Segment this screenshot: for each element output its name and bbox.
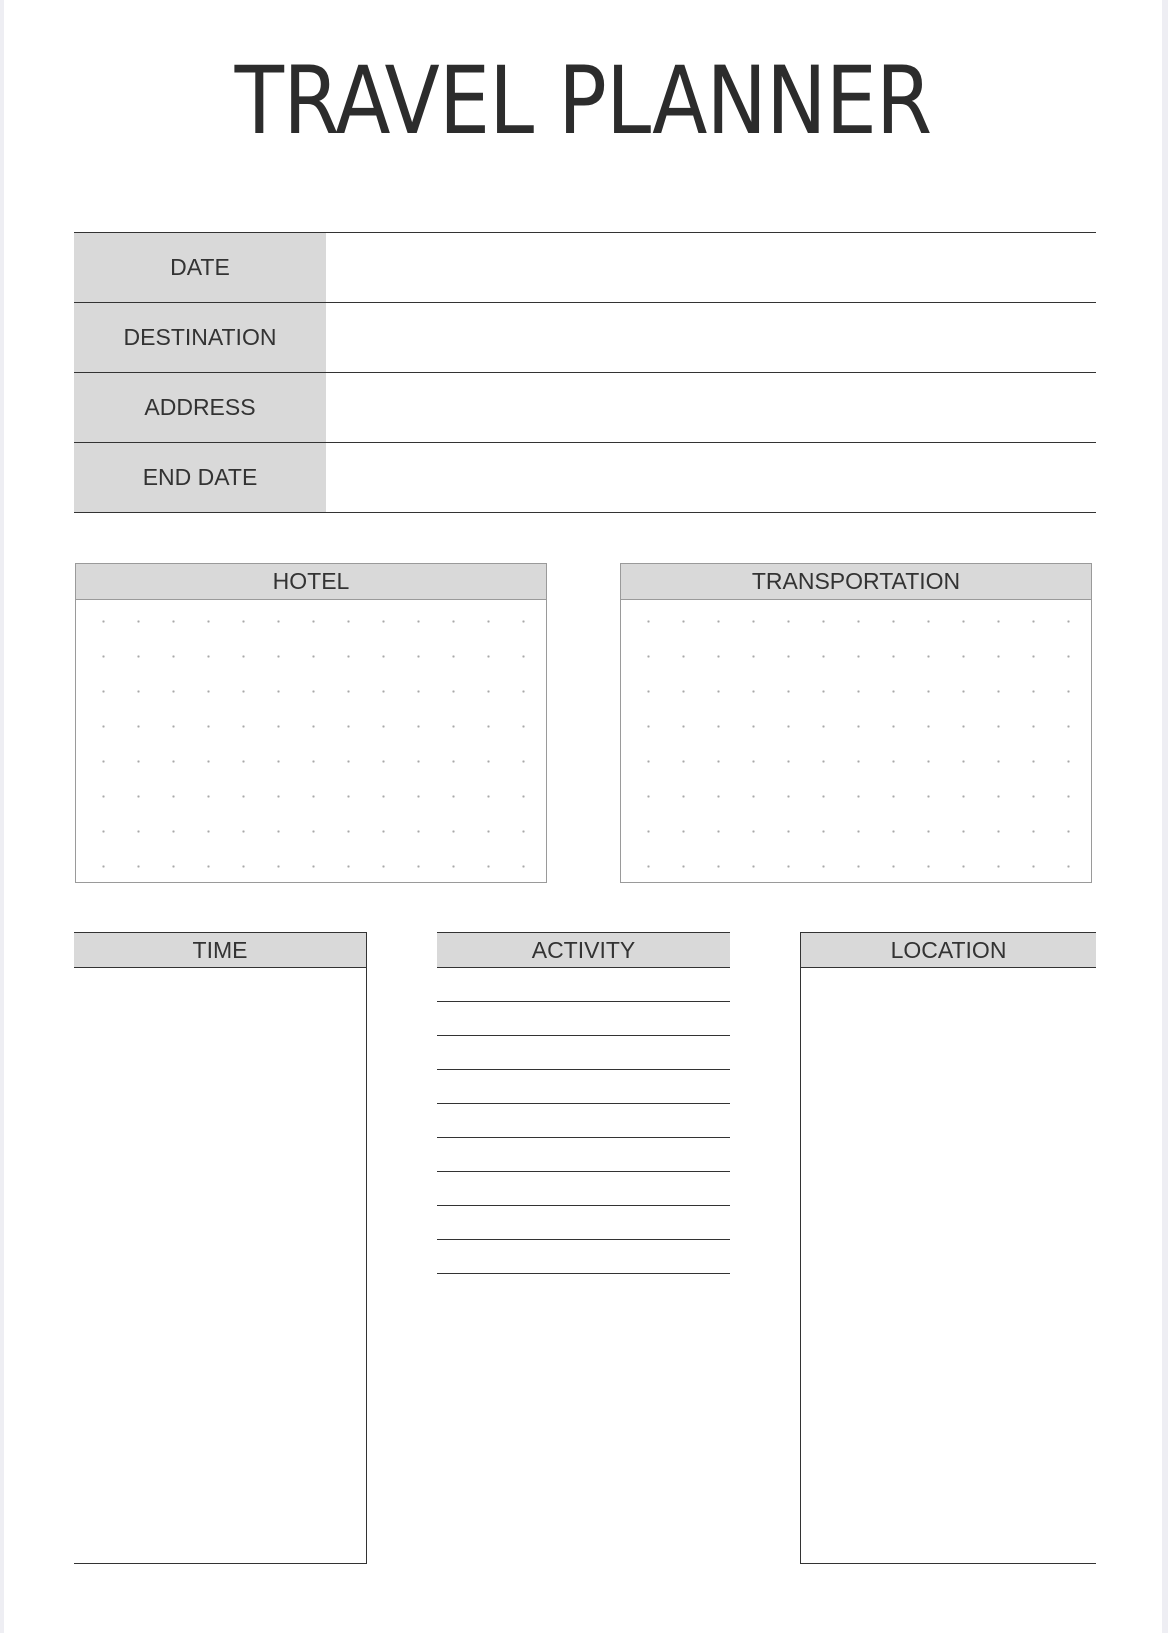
- destination-label: DESTINATION: [74, 303, 326, 372]
- trip-info-table: [74, 232, 1096, 513]
- end-date-label: END DATE: [74, 443, 326, 512]
- planner-page: [4, 0, 1162, 1633]
- transportation-header: TRANSPORTATION: [621, 564, 1091, 600]
- activity-column: [437, 932, 730, 1274]
- activity-line[interactable]: [437, 1240, 730, 1274]
- transportation-box: [620, 563, 1092, 883]
- hotel-box: [75, 563, 547, 883]
- time-header: TIME: [74, 932, 366, 968]
- transportation-notes-area[interactable]: [621, 600, 1091, 882]
- info-row-address: [74, 372, 1096, 442]
- activity-line[interactable]: [437, 968, 730, 1002]
- end-date-field[interactable]: [326, 443, 1096, 512]
- activity-line[interactable]: [437, 1104, 730, 1138]
- activity-line[interactable]: [437, 1206, 730, 1240]
- destination-field[interactable]: [326, 303, 1096, 372]
- activity-line[interactable]: [437, 1172, 730, 1206]
- address-field[interactable]: [326, 373, 1096, 442]
- activity-lines: [437, 968, 730, 1274]
- address-label: ADDRESS: [74, 373, 326, 442]
- activity-line[interactable]: [437, 1070, 730, 1104]
- activity-header: ACTIVITY: [437, 932, 730, 968]
- page-title: TRAVEL PLANNER: [234, 47, 932, 156]
- location-header: LOCATION: [801, 932, 1096, 968]
- date-label: DATE: [74, 233, 326, 302]
- date-field[interactable]: [326, 233, 1096, 302]
- activity-line[interactable]: [437, 1036, 730, 1070]
- info-row-end-date: [74, 442, 1096, 513]
- hotel-notes-area[interactable]: [76, 600, 546, 882]
- hotel-header: HOTEL: [76, 564, 546, 600]
- info-row-destination: [74, 302, 1096, 372]
- location-column[interactable]: [800, 932, 1096, 1564]
- activity-line[interactable]: [437, 1002, 730, 1036]
- info-row-date: [74, 232, 1096, 302]
- activity-line[interactable]: [437, 1138, 730, 1172]
- time-column[interactable]: [74, 932, 367, 1564]
